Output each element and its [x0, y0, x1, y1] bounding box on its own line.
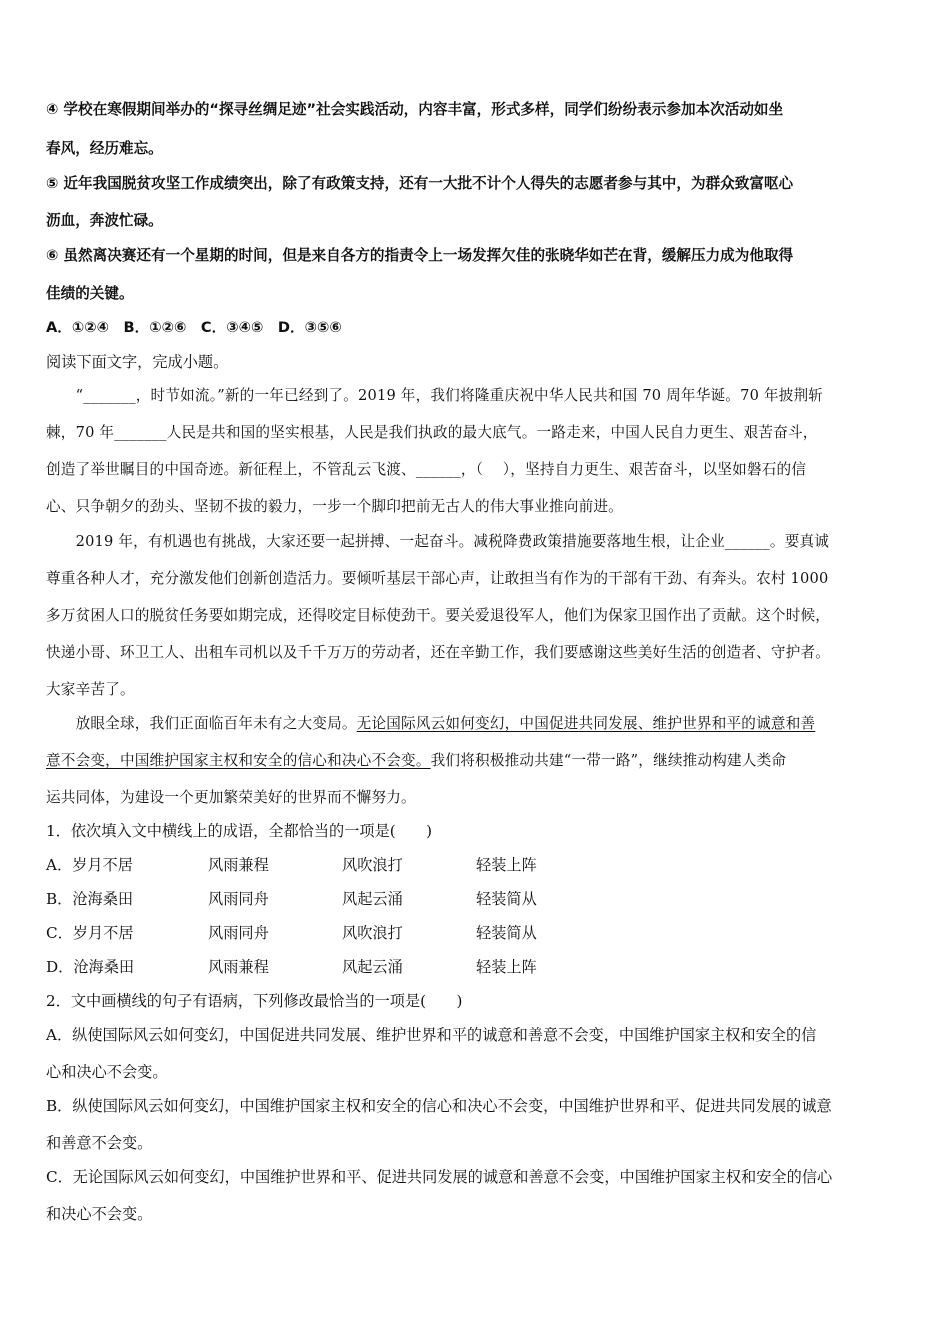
question-2-option-c-line1: C．无论国际风云如何变幻，中国维护世界和平、促进共同发展的诚意和善意不会变，中国维护国家主权和安全的信心 [46, 1168, 833, 1186]
passage-p2-line2: 尊重各种人才，充分激发他们创新创造活力。要倾听基层干部心声，让敢担当有作为的干部有干劲、有奔头。农村 1000 [46, 570, 829, 587]
statement-4-line1: ④ 学校在寒假期间举办的“探寻丝绸足迹”社会实践活动，内容丰富，形式多样，同学们纷纷表示参加本次活动如坐 [46, 101, 784, 118]
option-cell: 轻装简从 [476, 890, 537, 908]
statement-6-line1: ⑥ 虽然离决赛还有一个星期的时间，但是来自各方的指责令上一场发挥欠佳的张晓华如芒在背，缓解压力成为他取得 [46, 247, 794, 264]
passage-p3-line3: 运共同体，为建设一个更加繁荣美好的世界而不懈努力。 [46, 789, 416, 806]
option-cell: 风雨兼程 [208, 958, 269, 976]
underlined-sentence-part1: 无论国际风云如何变幻，中国促进共同发展、维护世界和平的诚意和善 [356, 715, 816, 732]
question-2-stem: 2．文中画横线的句子有语病，下列修改最恰当的一项是( ) [46, 992, 463, 1010]
passage-p2-line3: 多万贫困人口的脱贫任务要如期完成，还得咬定目标使劲干。要关爱退役军人，他们为保家卫国作出了贡献。这个时候， [46, 607, 831, 624]
passage-p3-line2 [46, 751, 786, 771]
question-2-option-a-line1: A．纵使国际风云如何变幻，中国促进共同发展、维护世界和平的诚意和善意不会变，中国维护国家主权和安全的信 [46, 1026, 817, 1044]
option-cell: 风吹浪打 [342, 924, 403, 942]
underlined-sentence-part2: 意不会变，中国维护国家主权和安全的信心和决心不会变。 [46, 752, 431, 769]
statement-6-line2: 佳绩的关键。 [46, 285, 134, 302]
passage-p1-line3: 创造了举世瞩目的中国奇迹。新征程上，不管乱云飞渡、______，（ ），坚持自力更生、艰苦奋斗，以坚如磐石的信 [46, 461, 807, 478]
previous-question-choices: A．①②④ B．①②⑥ C．③④⑤ D．③⑤⑥ [46, 319, 342, 336]
option-cell: 风起云涌 [342, 890, 403, 908]
passage-p1-line1: “_______，时节如流。”新的一年已经到了。2019 年，我们将隆重庆祝中华人民共和国 70 周年华诞。70 年披荆斩 [46, 387, 824, 404]
option-cell: 风雨兼程 [208, 856, 269, 874]
question-1-stem: 1．依次填入文中横线上的成语，全都恰当的一项是( ) [46, 822, 433, 840]
option-cell: 轻装上阵 [476, 856, 537, 874]
passage-p2-line5: 大家辛苦了。 [46, 681, 135, 698]
option-cell: 风雨同舟 [208, 924, 269, 942]
option-cell: 风吹浪打 [342, 856, 403, 874]
question-2-option-b-line2: 和善意不会变。 [46, 1134, 153, 1152]
statement-5-line1: ⑤ 近年我国脱贫攻坚工作成绩突出，除了有政策支持，还有一大批不计个人得失的志愿者参与其中，为群众致富呕心 [46, 175, 794, 192]
statement-5-line2: 沥血，奔波忙碌。 [46, 212, 163, 229]
option-cell: B．沧海桑田 [46, 890, 134, 908]
statement-4-line2: 春风，经历难忘。 [46, 140, 163, 157]
passage-p3-line1 [46, 714, 815, 734]
reading-instruction: 阅读下面文字，完成小题。 [46, 353, 229, 371]
option-cell: 风雨同舟 [208, 890, 269, 908]
passage-p3-line1-plain: 放眼全球，我们正面临百年未有之大变局。 [46, 715, 357, 732]
option-cell: 风起云涌 [342, 958, 403, 976]
question-2-option-c-line2: 和决心不会变。 [46, 1205, 153, 1223]
passage-p1-line2: 棘，70 年_______人民是共和国的坚实根基，人民是我们执政的最大底气。一路走来，中国人民自力更生、艰苦奋斗， [46, 424, 818, 441]
option-cell: A．岁月不居 [46, 856, 133, 874]
question-2-option-a-line2: 心和决心不会变。 [46, 1063, 168, 1081]
option-cell: D．沧海桑田 [46, 958, 135, 976]
question-2-option-b-line1: B．纵使国际风云如何变幻，中国维护国家主权和安全的信心和决心不会变，中国维护世界和平、促进共同发展的诚意 [46, 1097, 832, 1115]
passage-p2-line1: 2019 年，有机遇也有挑战，大家还要一起拼搏、一起奋斗。减税降费政策措施要落地生根，让企业______。要真诚 [46, 533, 830, 550]
option-cell: 轻装简从 [476, 924, 537, 942]
passage-p3-line2-plain: 我们将积极推动共建“一带一路”，继续推动构建人类命 [430, 752, 787, 769]
option-cell: C．岁月不居 [46, 924, 134, 942]
passage-p2-line4: 快递小哥、环卫工人、出租车司机以及千千万万的劳动者，还在辛勤工作，我们要感谢这些美好生活的创造者、守护者。 [46, 644, 831, 661]
option-cell: 轻装上阵 [476, 958, 537, 976]
passage-p1-line4: 心、只争朝夕的劲头、坚韧不拔的毅力，一步一个脚印把前无古人的伟大事业推向前进。 [46, 498, 623, 515]
